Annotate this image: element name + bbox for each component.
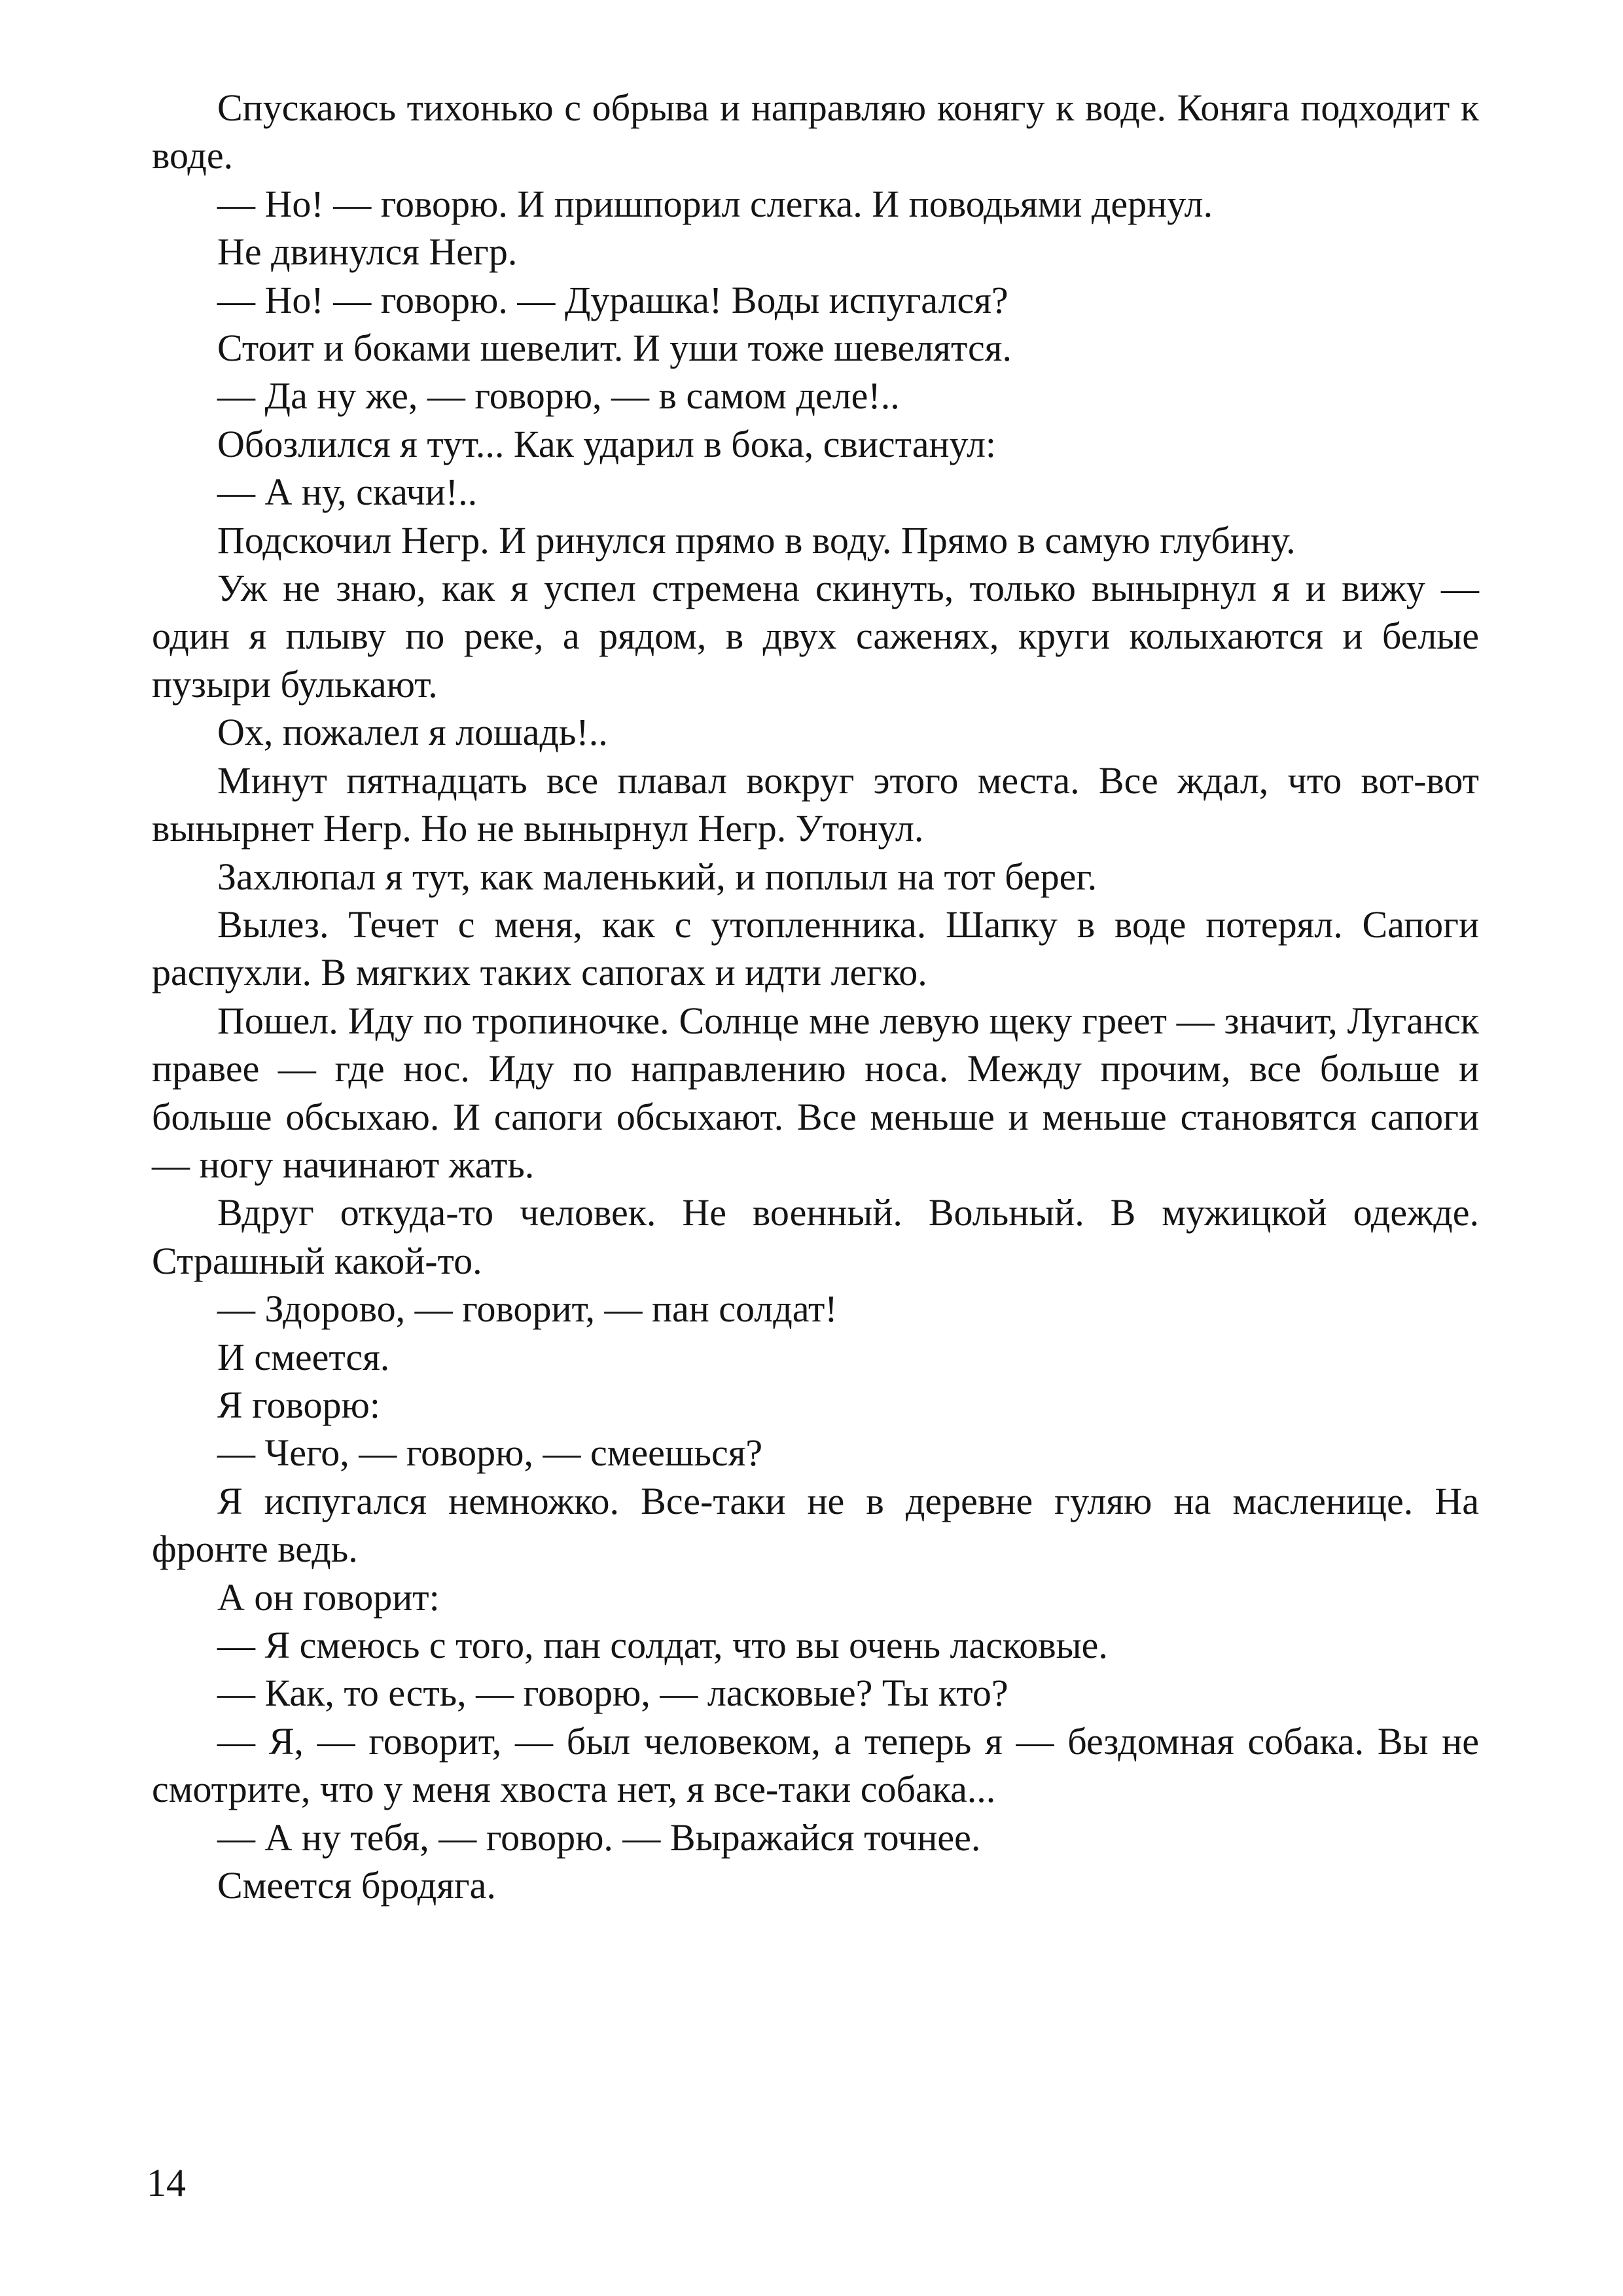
paragraph: Спускаюсь тихонько с обрыва и направляю конягу к воде. Коняга подходит к воде. xyxy=(152,86,1479,177)
paragraph: Ох, пожалел я лошадь!.. xyxy=(217,711,608,754)
paragraph: — Но! — говорю. — Дурашка! Воды испугался? xyxy=(217,278,1008,321)
paragraph: — Я, — говорит, — был человеком, а теперь я — бездомная собака. Вы не смотрите, что у меня хвоста нет, я все-таки собака... xyxy=(152,1719,1479,1811)
paragraph: Вдруг откуда-то человек. Не военный. Вольный. В мужицкой одежде. Страшный какой-то. xyxy=(152,1191,1479,1282)
paragraph: И смеется. xyxy=(217,1335,390,1378)
page-number: 14 xyxy=(147,2161,186,2204)
paragraph: Подскочил Негр. И ринулся прямо в воду. Прямо в самую глубину. xyxy=(217,518,1296,562)
paragraph: — А ну, скачи!.. xyxy=(217,471,478,514)
paragraph: Захлюпал я тут, как маленький, и поплыл на тот берег. xyxy=(217,855,1097,898)
paragraph: — А ну тебя, — говорю. — Выражайся точнее. xyxy=(217,1816,981,1859)
paragraph: А он говорит: xyxy=(217,1575,440,1619)
paragraph: — Да ну же, — говорю, — в самом деле!.. xyxy=(217,374,900,418)
paragraph: Не двинулся Негр. xyxy=(217,230,518,274)
paragraph: Стоит и боками шевелит. И уши тоже шевелятся. xyxy=(217,327,1012,370)
paragraph: — Чего, — говорю, — смеешься? xyxy=(217,1431,763,1475)
paragraph: Минут пятнадцать все плавал вокруг этого места. Все ждал, что вот-вот вынырнет Негр. Но не вынырнул Негр. Утонул. xyxy=(152,759,1479,850)
paragraph: Обозлился я тут... Как ударил в бока, свистанул: xyxy=(217,422,997,465)
paragraph: Вылез. Течет с меня, как с утопленника. Шапку в воде потерял. Сапоги распухли. В мягких таких сапогах и идти легко. xyxy=(152,903,1479,994)
paragraph: Пошел. Иду по тропиночке. Солнце мне левую щеку греет — значит, Луганск правее — где нос. Иду по направлению носа. Между прочим, все больше и больше обсыхаю. И сапоги обсыхают. Все меньше и меньше становятся сапоги — ногу начинают жать. xyxy=(152,999,1479,1186)
paragraph: — Здорово, — говорит, — пан солдат! xyxy=(217,1287,838,1331)
paragraph: — Я смеюсь с того, пан солдат, что вы очень ласковые. xyxy=(217,1624,1108,1666)
paragraph: — Как, то есть, — говорю, — ласковые? Ты кто? xyxy=(217,1672,1008,1715)
body-text xyxy=(152,84,1479,1909)
paragraph: — Но! — говорю. И пришпорил слегка. И поводьями дернул. xyxy=(217,182,1213,225)
paragraph: Уж не знаю, как я успел стремена скинуть, только вынырнул я и вижу — один я плыву по реке, а рядом, в двух саженях, круги колыхаются и белые пузыри булькают. xyxy=(152,567,1479,706)
paragraph: Я испугался немножко. Все-таки не в деревне гуляю на масленице. На фронте ведь. xyxy=(152,1479,1479,1571)
paragraph: Смеется бродяга. xyxy=(217,1864,496,1907)
paragraph: Я говорю: xyxy=(217,1383,380,1426)
